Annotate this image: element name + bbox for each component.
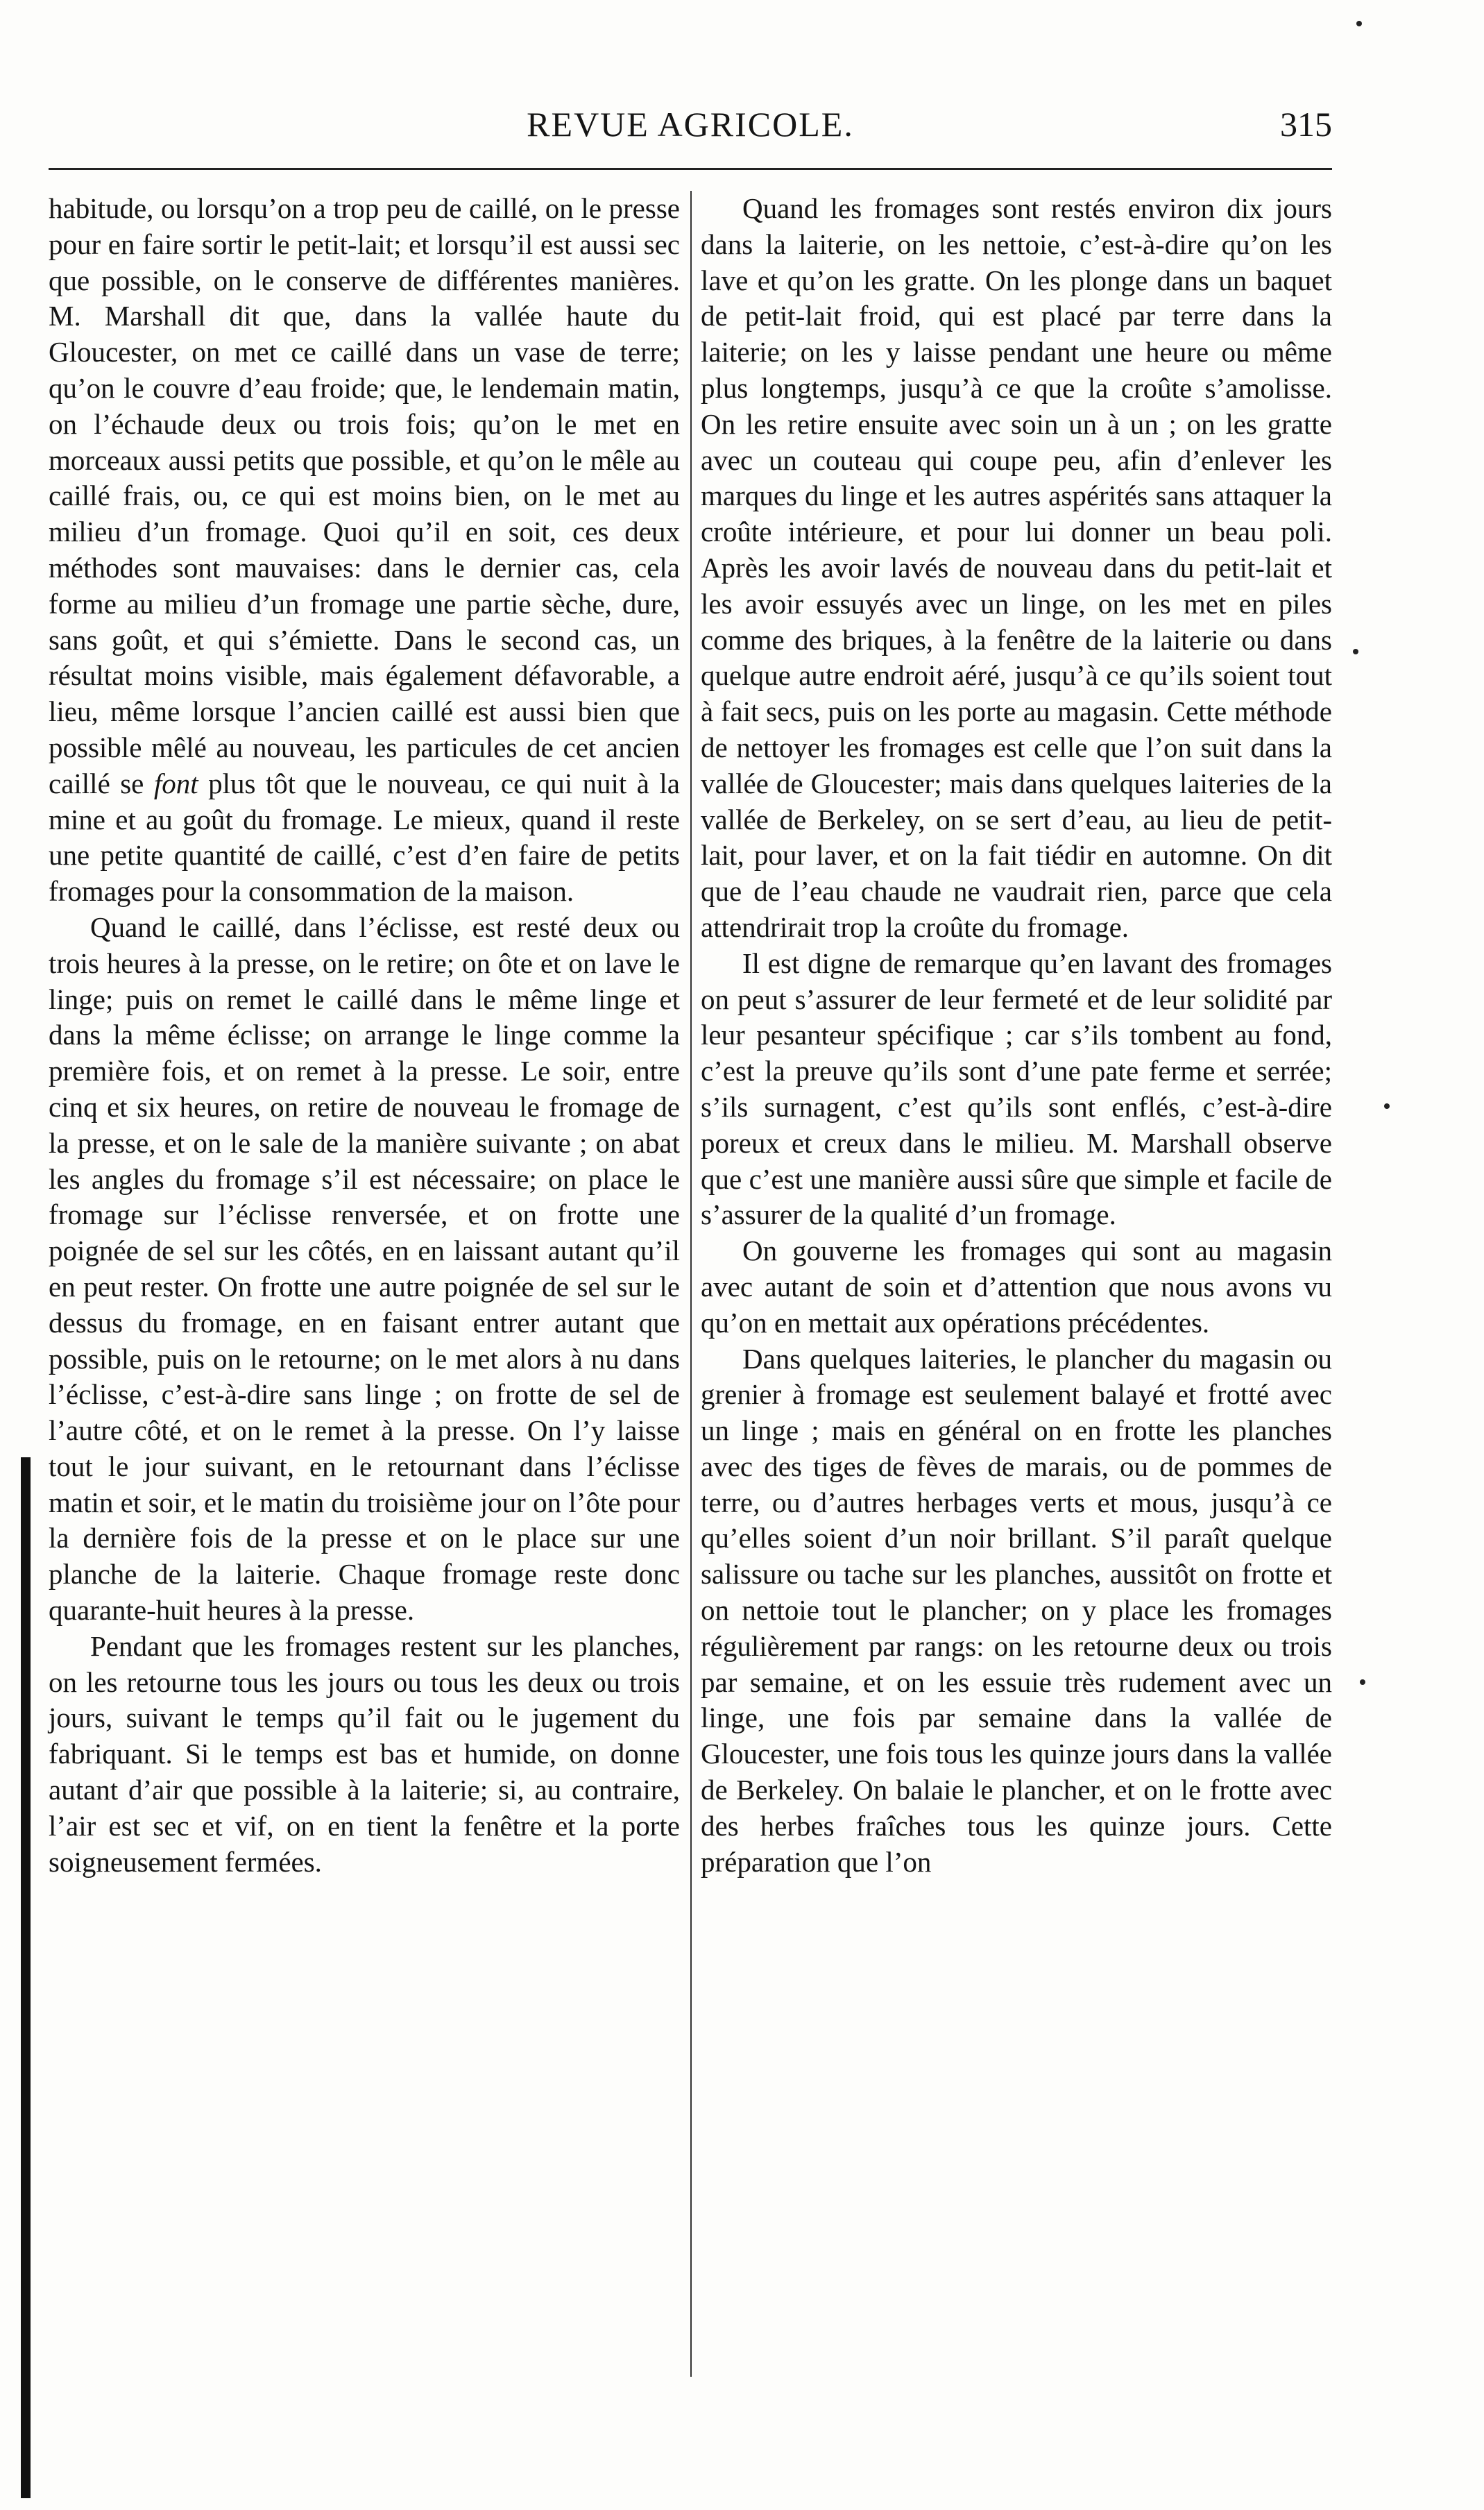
paragraph-text: habitude, ou lorsqu’on a trop peu de caillé, on le presse pour en faire sortir le petit-lait; et lorsqu’il est aussi sec que possible, on le conserve de différentes manières. M. Marshall dit que, dans la vallée haute du Gloucester, on met ce caillé dans un vase de terre; qu’on le couvre d’eau froide; que, le lendemain matin, on l’échaude deux ou trois fois; qu’on le met en morceaux aussi petits que possible, et qu’on le mêle au caillé frais, ou, ce qui est moins bien, on le met au milieu d’un fromage. Quoi qu’il en soit, ces deux méthodes sont mauvaises: dans le dernier cas, cela forme au milieu d’un fromage une partie sèche, dure, sans goût, et qui s’émiette. Dans le second cas, un résultat moins visible, mais également défavorable, a lieu, même lorsque l’ancien caillé est aussi bien que possible mêlé au nouveau, les particules de cet ancien caillé se [49,192,680,799]
paragraph: Il est digne de remarque qu’en lavant des fromages on peut s’assurer de leur fermeté et de leur solidité par leur pesanteur spécifique ; car s’ils tombent au fond, c’est la preuve qu’ils sont d’une pate ferme et serrée; s’ils surnagent, c’est qu’ils sont enflés, c’est-à-dire poreux et creux dans le milieu. M. Marshall observe que c’est une manière aussi sûre que simple et facile de s’assurer de la qualité d’un fromage. [701,947,1332,1231]
ink-speck [1353,649,1358,654]
left-column [49,191,680,1880]
paragraph: Quand le caillé, dans l’éclisse, est resté deux ou trois heures à la presse, on le retire; on ôte et on lave le linge; puis on remet le caillé dans le même linge et dans la même éclisse; on arrange le linge comme la première fois, et on remet à la presse. Le soir, entre cinq et six heures, on retire de nouveau le fromage de la presse, et on le sale de la manière suivante ; on abat les angles du fromage s’il est nécessaire; on place le fromage sur l’éclisse renversée, et on frotte une poignée de sel sur les côtés, en en laissant autant qu’il en peut rester. On frotte une autre poignée de sel sur le dessus du fromage, en en faisant entrer autant que possible, puis on le retourne; on le met alors à nu dans l’éclisse, c’est-à-dire sans linge ; on frotte de sel de l’autre côté, et on le remet à la presse. On l’y laisse tout le jour suivant, en le retournant dans l’éclisse matin et soir, et le matin du troisième jour on l’ôte pour la dernière fois de la presse et on le place sur une planche de la laiterie. Chaque fromage reste donc quarante-huit heures à la presse. [49,910,680,1627]
paragraph [49,191,680,910]
ink-speck [1356,21,1362,26]
binding-edge-mark [21,1457,31,2498]
journal-title: REVUE AGRICOLE. [527,105,854,144]
paragraph-text: plus tôt que le nouveau, ce qui nuit à la mine et au goût du fromage. Le mieux, quand il reste une petite quantité de caillé, c’est d’en faire de petits fromages pour la consommation de la maison. [49,767,681,908]
ink-speck [1360,1679,1365,1685]
right-column [701,191,1332,1880]
running-header [49,104,1332,153]
paragraph: On gouverne les fromages qui sont au magasin avec autant de soin et d’attention que nous avons vu qu’on en mettait aux opérations précédentes. [701,1235,1332,1339]
italic-word: font [153,767,198,799]
ink-speck [1384,1103,1390,1109]
column-divider [690,191,692,2377]
paragraph: Pendant que les fromages restent sur les planches, on les retourne tous les jours ou tous les deux ou trois jours, suivant le temps qu’il fait ou le jugement du fabriquant. Si le temps est bas et humide, on donne autant d’air que possible à la laiterie; si, au contraire, l’air est sec et vif, on en tient la fenêtre et la porte soigneusement fermées. [49,1629,680,1878]
page-number: 315 [1280,105,1332,144]
paragraph: Quand les fromages sont restés environ dix jours dans la laiterie, on les nettoie, c’est-à-dire qu’on les lave et qu’on les gratte. On les plonge dans un baquet de petit-lait froid, qui est placé par terre dans la laiterie; on les y laisse pendant une heure ou même plus longtemps, jusqu’à ce que la croûte s’amolisse. On les retire ensuite avec soin un à un ; on les gratte avec un couteau qui coupe peu, afin d’enlever les marques du linge et les autres aspérités sans attaquer la croûte intérieure, et pour lui donner un beau poli. Après les avoir lavés de nouveau dans du petit-lait et les avoir essuyés avec un linge, on les met en piles comme des briques, à la fenêtre de la laiterie ou dans quelque autre endroit aéré, jusqu’à ce qu’ils soient tout à fait secs, puis on les porte au magasin. Cette méthode de nettoyer les fromages est celle que l’on suit dans la vallée de Gloucester; mais dans quelques laiteries de la vallée de Berkeley, on se sert d’eau, au lieu de petit-lait, pour laver, et on la fait tiédir en automne. On dit que de l’eau chaude ne vaudrait rien, parce que cela attendrirait trop la croûte du fromage. [701,192,1332,943]
header-rule [49,168,1332,170]
paragraph: Dans quelques laiteries, le plancher du magasin ou grenier à fromage est seulement balayé et frotté avec un linge ; mais en général on en frotte les planches avec des tiges de fèves de marais, ou de pommes de terre, ou d’autres herbages verts et mous, jusqu’à ce qu’elles soient d’un noir brillant. S’il paraît quelque salissure ou tache sur les planches, aussitôt on frotte et on nettoie tout le plancher; on y place les fromages régulièrement par rangs: on les retourne deux ou trois par semaine, et on les essuie très rudement avec un linge, une fois par semaine dans la vallée de Gloucester, une fois tous les quinze jours dans la vallée de Berkeley. On balaie le plancher, et on le frotte avec des herbes fraîches tous les quinze jours. Cette préparation que l’on [701,1342,1332,1878]
